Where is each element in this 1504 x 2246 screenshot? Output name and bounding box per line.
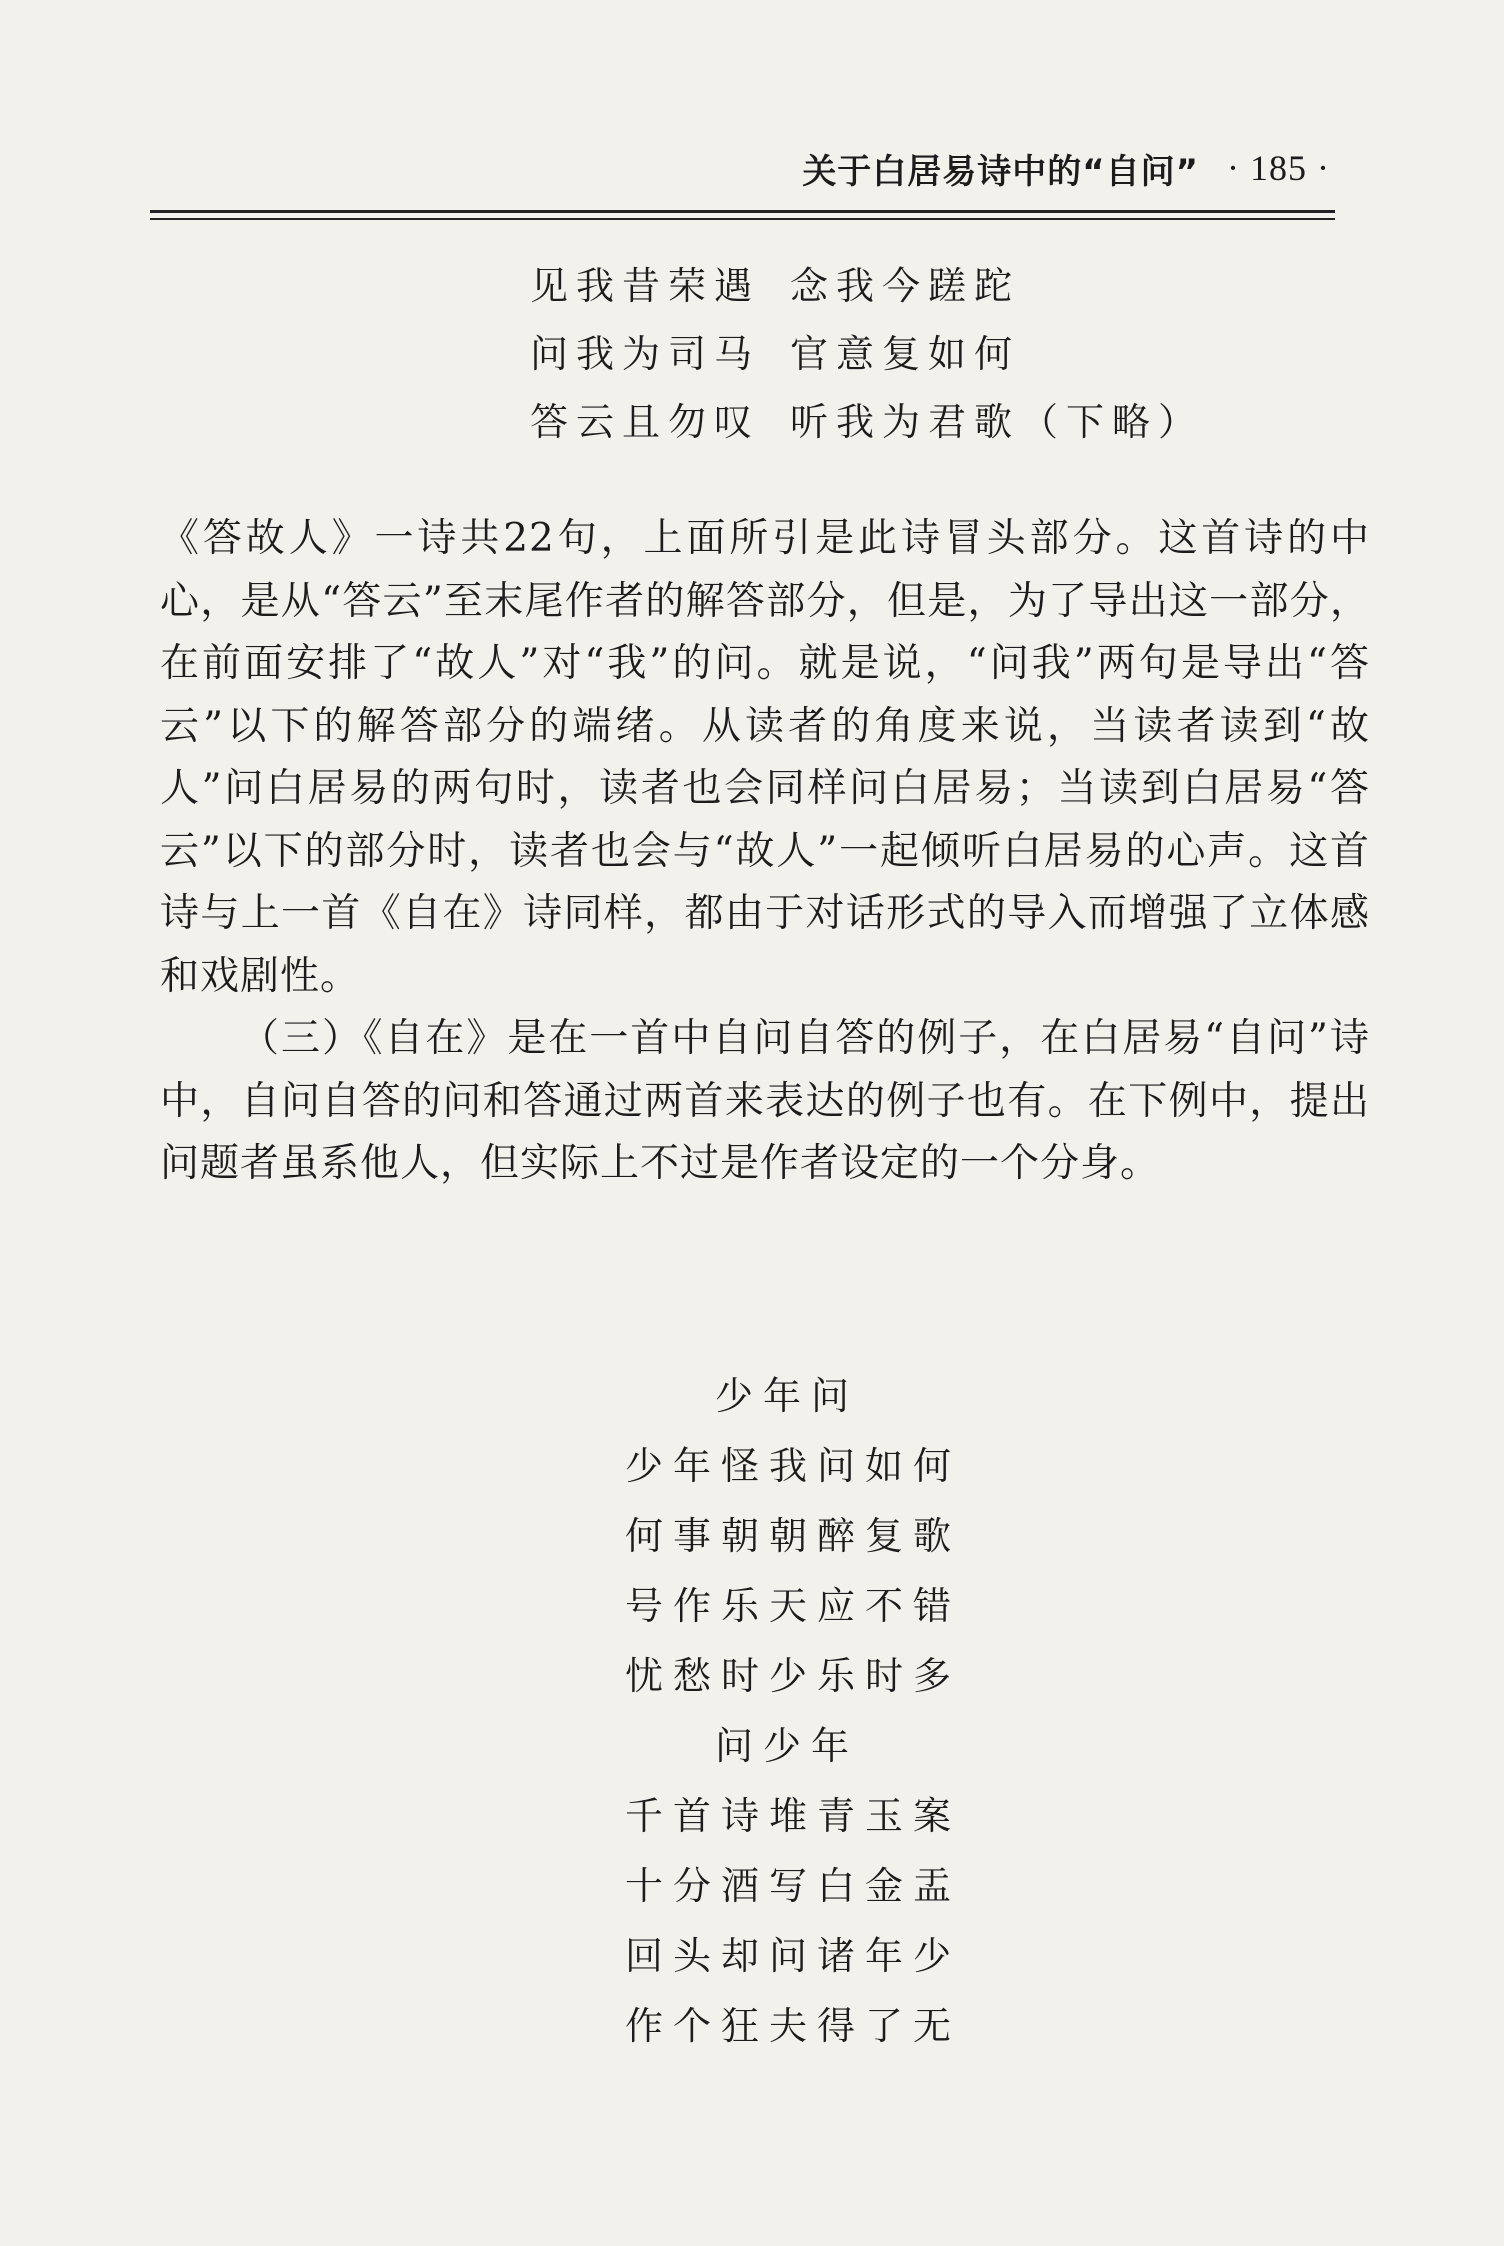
paragraph-1: 《答故人》一诗共22句，上面所引是此诗冒头部分。这首诗的中心，是从“答云”至末尾作者的解答部分，但是，为了导出这一部分，在前面安排了“故人”对“我”的问。就是说，“问我”两句是导出“答云”以下的解答部分的端绪。从读者的角度来说，当读者读到“故人”问白居易的两句时，读者也会同样问白居易；当读到白居易“答云”以下的部分时，读者也会与“故人”一起倾听白居易的心声。这首诗与上一首《自在》诗同样，都由于对话形式的导入而增强了立体感和戏剧性。 [160,516,1370,999]
poem1-line3-left: 答云且勿叹 [530,400,761,444]
header-title: 关于白居易诗中的“自问” [802,151,1200,192]
body-text [160,508,1370,1196]
poem2-title-1: 少年问 [715,1374,860,1418]
poem1-line3-right: 听我为君歌（下略） [790,400,1205,444]
poem1-line1-right: 念我今蹉跎 [790,264,1021,308]
poem2-line: 作个狂夫得了无 [625,2004,962,2048]
poem2-line: 少年怪我问如何 [625,1444,962,1488]
poem1-line1-left: 见我昔荣遇 [530,264,761,308]
running-header [700,138,1330,198]
poem2-line: 回头却问诸年少 [625,1934,962,1978]
page-number: · 185 · [1227,148,1330,188]
poem2-line: 十分酒写白金盂 [625,1864,962,1908]
poem2-line: 忧愁时少乐时多 [625,1654,962,1698]
paragraph-2: （三）《自在》是在一首中自问自答的例子，在白居易“自问”诗中，自问自答的问和答通过两首来表达的例子也有。在下例中，提出问题者虽系他人，但实际上不过是作者设定的一个分身。 [160,1016,1370,1186]
header-rule-thick [150,210,1335,213]
header-rule-thin [150,218,1335,220]
poem1-line2-right: 官意复如何 [790,332,1021,376]
poem2-line: 何事朝朝醉复歌 [625,1514,962,1558]
poem2-title-2: 问少年 [715,1724,860,1768]
poem2-line: 号作乐天应不错 [625,1584,962,1628]
poem1-line2-left: 问我为司马 [530,332,761,376]
poem2-line: 千首诗堆青玉案 [625,1794,962,1838]
